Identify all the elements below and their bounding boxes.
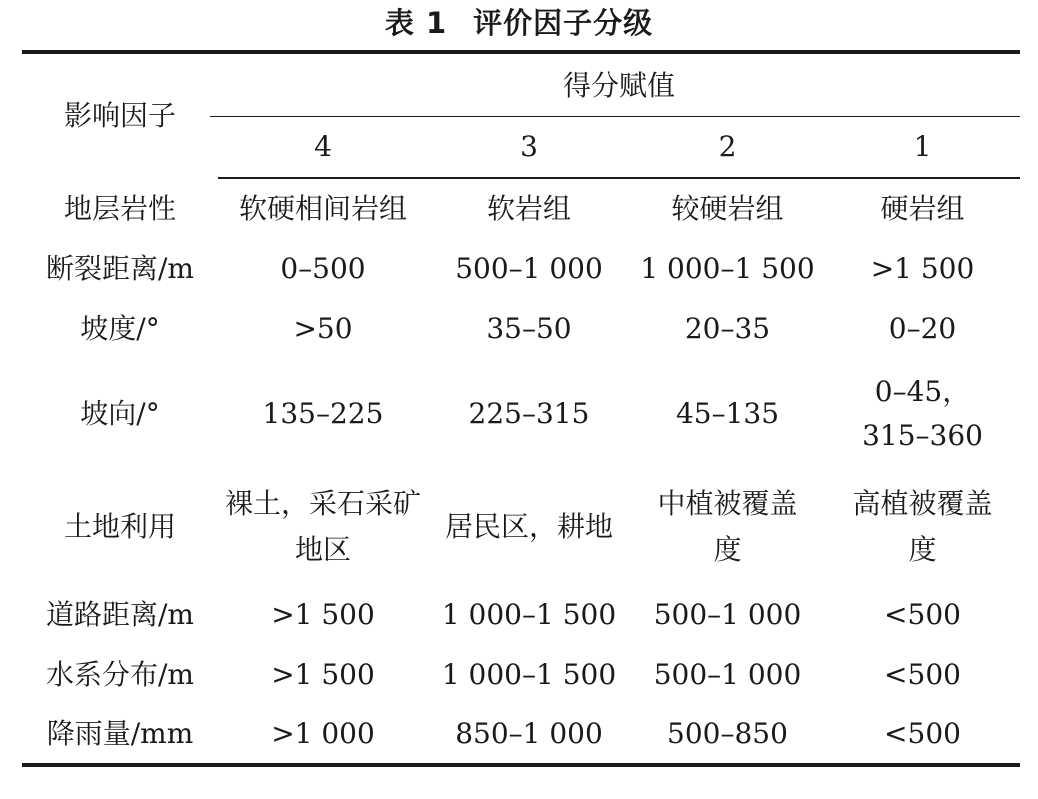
table-row bbox=[22, 585, 1020, 645]
table-cell bbox=[825, 469, 1020, 585]
table-cell: 软岩组 bbox=[486, 192, 571, 225]
cell-line: 高植被覆盖 bbox=[852, 487, 993, 520]
table-row bbox=[22, 359, 1020, 469]
header-score-group-label: 得分赋值 bbox=[563, 68, 676, 102]
header-factor: 影响因子 bbox=[22, 52, 218, 178]
table-cell bbox=[825, 359, 1020, 469]
table-row bbox=[22, 299, 1020, 359]
cell-line: 度 bbox=[908, 533, 937, 566]
row-factor: 坡向/° bbox=[80, 397, 160, 430]
table-number: 表 1 bbox=[384, 6, 448, 40]
table-cell: 居民区，耕地 bbox=[444, 510, 613, 543]
table-cell: <500 bbox=[825, 705, 1020, 765]
table-row bbox=[22, 239, 1020, 299]
table-cell: >50 bbox=[293, 312, 353, 345]
table-cell: 500–1 000 bbox=[653, 598, 802, 631]
table-cell: 35–50 bbox=[486, 312, 572, 345]
table-cell: 1 000–1 500 bbox=[441, 658, 617, 691]
row-factor: 断裂距离/m bbox=[46, 252, 194, 285]
factor-grading-table bbox=[22, 50, 1020, 767]
header-score: 4 bbox=[218, 117, 428, 178]
table-cell: 500–850 bbox=[630, 705, 825, 765]
cell-line: 315–360 bbox=[862, 419, 983, 452]
table-cell: 500–1 000 bbox=[653, 658, 802, 691]
table-cell: 0–500 bbox=[280, 252, 366, 285]
cell-line: 度 bbox=[713, 533, 742, 566]
header-score-group bbox=[218, 52, 1020, 117]
row-factor: 道路距离/m bbox=[46, 598, 194, 631]
table-cell: 硬岩组 bbox=[880, 192, 965, 225]
table-cell: 较硬岩组 bbox=[671, 192, 784, 225]
cell-line: 中植被覆盖 bbox=[657, 487, 798, 520]
header-score: 2 bbox=[630, 117, 825, 178]
row-factor: 水系分布/m bbox=[46, 658, 194, 691]
table-cell: 850–1 000 bbox=[428, 705, 630, 765]
header-score: 1 bbox=[825, 117, 1020, 178]
table-cell: 500–1 000 bbox=[455, 252, 603, 285]
table-caption bbox=[0, 0, 1038, 46]
row-factor: 降雨量/mm bbox=[22, 705, 218, 765]
cell-line: 0–45， bbox=[874, 375, 971, 408]
header-group-rule bbox=[210, 116, 1020, 117]
table-cell: 225–315 bbox=[468, 397, 590, 430]
cell-line: 地区 bbox=[294, 533, 351, 566]
table-cell: >1 500 bbox=[870, 252, 975, 285]
table-cell: >1 500 bbox=[271, 598, 375, 631]
table-title: 评价因子分级 bbox=[473, 6, 654, 40]
table-cell: 软硬相间岩组 bbox=[238, 192, 407, 225]
table-cell: >1 000 bbox=[218, 705, 428, 765]
table-row bbox=[22, 469, 1020, 585]
table-row bbox=[22, 645, 1020, 705]
table-cell bbox=[630, 469, 825, 585]
row-factor: 坡度/° bbox=[80, 312, 160, 345]
row-factor: 地层岩性 bbox=[63, 191, 176, 225]
table-cell: 20–35 bbox=[684, 312, 771, 345]
table-cell: <500 bbox=[884, 598, 961, 631]
table-cell: 1 000–1 500 bbox=[640, 252, 815, 285]
table-row bbox=[22, 178, 1020, 239]
table-cell: 45–135 bbox=[675, 397, 780, 430]
table-cell: <500 bbox=[884, 658, 961, 691]
header-score: 3 bbox=[428, 117, 630, 178]
table-cell: >1 500 bbox=[271, 658, 375, 691]
table-cell: 135–225 bbox=[262, 397, 384, 430]
table-cell: 1 000–1 500 bbox=[441, 598, 617, 631]
row-factor: 土地利用 bbox=[63, 510, 176, 543]
table-cell: 0–20 bbox=[888, 312, 957, 345]
cell-line: 裸土，采石采矿 bbox=[224, 487, 421, 520]
table-cell bbox=[218, 469, 428, 585]
table-row bbox=[22, 705, 1020, 765]
